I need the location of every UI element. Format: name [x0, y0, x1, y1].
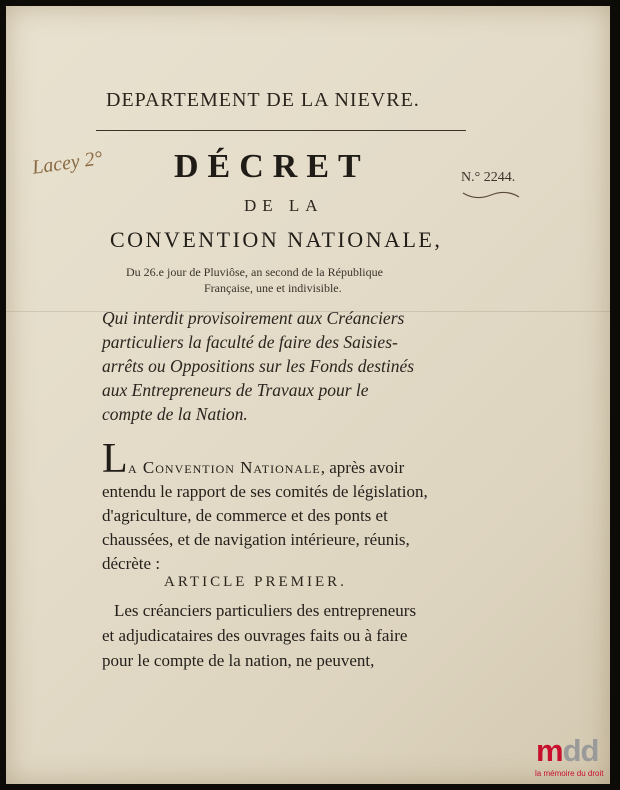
- date-line-2: Française, une et indivisible.: [204, 281, 342, 295]
- summary-line: aux Entrepreneurs de Travaux pour le: [102, 380, 369, 400]
- document-page: [6, 6, 610, 784]
- department-heading: DEPARTEMENT DE LA NIEVRE.: [106, 89, 420, 111]
- preamble-line: décrète :: [102, 554, 161, 573]
- logo-tagline: la mémoire du droit: [535, 769, 604, 778]
- summary-line: particuliers la faculté de faire des Saisies-: [102, 332, 398, 352]
- document-number: N.° 2244.: [461, 170, 516, 185]
- preamble-line: entendu le rapport de ses comités de législation,: [102, 482, 428, 501]
- preamble-first-line: [128, 458, 404, 478]
- preamble-line: d'agriculture, de commerce et des ponts et: [102, 506, 388, 525]
- preamble-line: chaussées, et de navigation intérieure, réunis,: [102, 530, 410, 549]
- article-heading: ARTICLE PREMIER.: [164, 574, 347, 590]
- article-line: et adjudicataires des ouvrages faits ou à faire: [102, 626, 408, 645]
- flourish-icon: [461, 189, 521, 203]
- convention-nationale-title: CONVENTION NATIONALE,: [110, 227, 443, 252]
- header-rule: [96, 130, 466, 131]
- mdd-logo: mdd: [536, 733, 599, 768]
- title-de-la: DE LA: [244, 196, 324, 215]
- handwritten-margin-note: Lacey 2°: [30, 147, 104, 179]
- decree-title: DÉCRET: [174, 148, 370, 185]
- summary-line: compte de la Nation.: [102, 404, 248, 424]
- article-line: Les créanciers particuliers des entrepreneurs: [114, 601, 417, 620]
- summary-line: Qui interdit provisoirement aux Créanciers: [102, 308, 405, 328]
- convention-small-caps: a Convention Nationale: [128, 458, 321, 477]
- summary-line: arrêts ou Oppositions sur les Fonds destinés: [102, 356, 415, 376]
- article-line: pour le compte de la nation, ne peuvent,: [102, 651, 375, 670]
- date-line-1: Du 26.e jour de Pluviôse, an second de la République: [126, 265, 383, 279]
- drop-cap: L: [102, 436, 128, 482]
- first-line-rest: , après avoir: [320, 458, 405, 477]
